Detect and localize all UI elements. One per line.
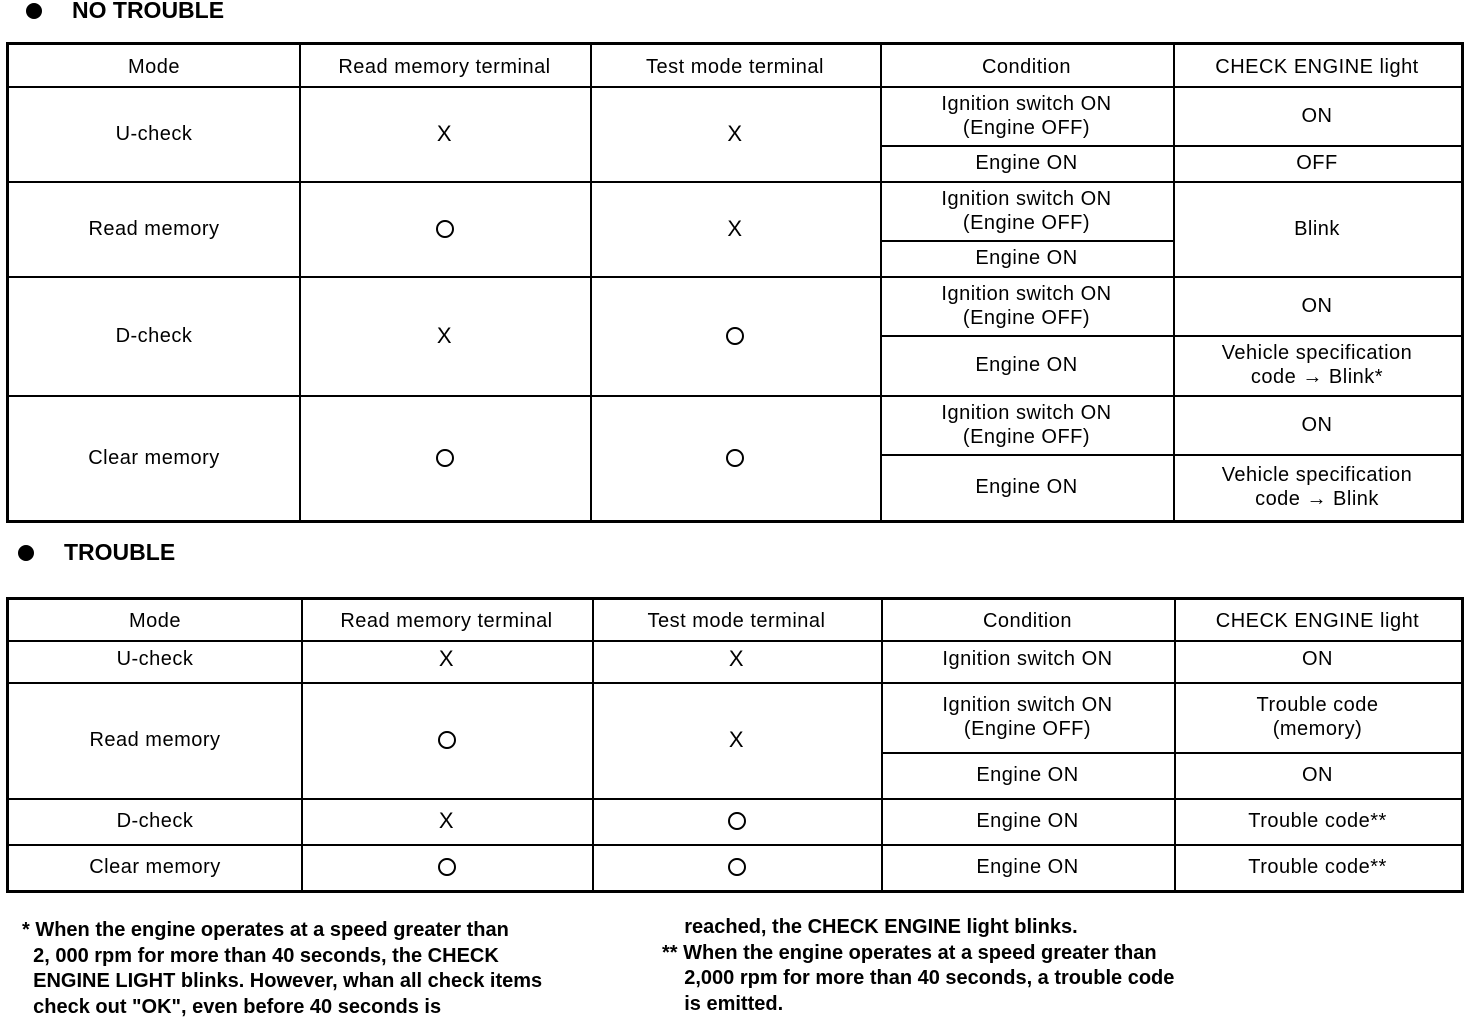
condition-cell: Engine ON [975,476,1078,498]
condition-cell: Ignition switch ON (Engine OFF) [941,401,1112,448]
circle-mark-icon [438,731,456,749]
circle-mark-icon [436,220,454,238]
read-terminal-circle-cell [301,682,592,798]
test-terminal-circle-cell [590,276,880,395]
bullet-icon [18,545,34,561]
test-terminal-circle-cell [590,395,880,520]
circle-mark-icon [726,327,744,345]
condition-cell: Engine ON [976,764,1079,786]
circle-mark-icon [438,858,456,876]
row-mode: Clear memory [89,856,221,878]
condition-cell: Engine ON [975,247,1078,269]
condition-cell: Engine ON [975,152,1078,174]
footnote-line: ** When the engine operates at a speed greater than [662,941,1157,964]
footnote-line: * When the engine operates at a speed greater than [22,919,509,941]
light-cell: Trouble code** [1248,856,1387,878]
read-terminal-x-mark: X [438,646,455,671]
trouble-heading [18,539,175,566]
condition-cell: Ignition switch ON (Engine OFF) [941,282,1112,329]
condition-cell: Ignition switch ON (Engine OFF) [941,92,1112,139]
light-cell: ON [1302,764,1333,786]
row-mode: Read memory [88,217,220,240]
light-cell: ON [1301,413,1333,436]
condition-cell: Engine ON [976,810,1079,832]
condition-cell: Ignition switch ON [942,648,1113,670]
footnote-line: ENGINE LIGHT blinks. However, whan all check items [22,970,543,992]
light-cell: Blink [1294,217,1340,240]
circle-mark-icon [436,449,454,467]
read-terminal-circle-cell [301,844,592,890]
circle-mark-icon [726,449,744,467]
footnote-line: reached, the CHECK ENGINE light blinks. [662,916,1078,938]
row-mode: Read memory [89,729,221,751]
header-test-mode-terminal: Test mode terminal [647,610,826,632]
circle-mark-icon [728,858,746,876]
light-cell: OFF [1296,152,1338,174]
footnote-right [662,915,1174,1017]
light-cell: Vehicle specification code → Blink* [1221,342,1413,388]
test-terminal-x-mark: X [727,215,743,241]
condition-cell: Engine ON [976,856,1079,878]
row-mode: D-check [115,324,193,347]
no-trouble-table [6,42,1464,523]
light-cell: ON [1302,648,1333,670]
footnote-line: 2,000 rpm for more than 40 seconds, a trouble code [662,967,1175,989]
read-terminal-x-mark: X [438,808,455,833]
condition-cell: Ignition switch ON (Engine OFF) [941,187,1112,234]
light-cell: ON [1301,104,1333,127]
header-test-mode-terminal: Test mode terminal [646,56,824,78]
light-cell: Trouble code (memory) [1256,694,1379,740]
footnote-line: 2, 000 rpm for more than 40 seconds, the CHECK [22,944,499,967]
trouble-heading-text: TROUBLE [64,539,176,565]
read-terminal-circle-cell [299,395,590,520]
header-check-engine-light: CHECK ENGINE light [1215,610,1420,632]
light-cell: Vehicle specification code → Blink [1221,464,1413,510]
test-terminal-circle-cell [592,798,881,844]
read-terminal-circle-cell [299,181,590,276]
row-mode: U-check [115,122,193,145]
header-read-memory-terminal: Read memory terminal [340,610,553,632]
header-mode: Mode [127,56,181,78]
circle-mark-icon [728,812,746,830]
light-cell: Trouble code** [1248,810,1387,832]
condition-cell: Engine ON [975,354,1078,376]
header-read-memory-terminal: Read memory terminal [338,56,551,78]
test-terminal-circle-cell [592,844,881,890]
row-mode: D-check [116,810,194,832]
row-mode: U-check [116,648,194,670]
test-terminal-x-mark: X [728,727,745,752]
header-check-engine-light: CHECK ENGINE light [1215,56,1419,78]
read-terminal-x-mark: X [436,120,453,146]
row-mode: Clear memory [88,446,220,469]
trouble-table [6,597,1464,893]
condition-cell: Ignition switch ON (Engine OFF) [942,694,1113,740]
footnote-line: check out "OK", even before 40 seconds is [22,995,442,1018]
header-mode: Mode [128,610,182,632]
footnote-line: is emitted. [662,992,784,1015]
read-terminal-x-mark: X [436,322,453,348]
bullet-icon [26,3,42,19]
footnote-left [22,918,542,1020]
test-terminal-x-mark: X [727,120,743,146]
header-condition: Condition [981,56,1071,78]
header-condition: Condition [982,610,1072,632]
no-trouble-heading-text: NO TROUBLE [72,0,225,23]
light-cell: ON [1301,294,1333,317]
no-trouble-heading [26,0,224,24]
test-terminal-x-mark: X [728,646,745,671]
